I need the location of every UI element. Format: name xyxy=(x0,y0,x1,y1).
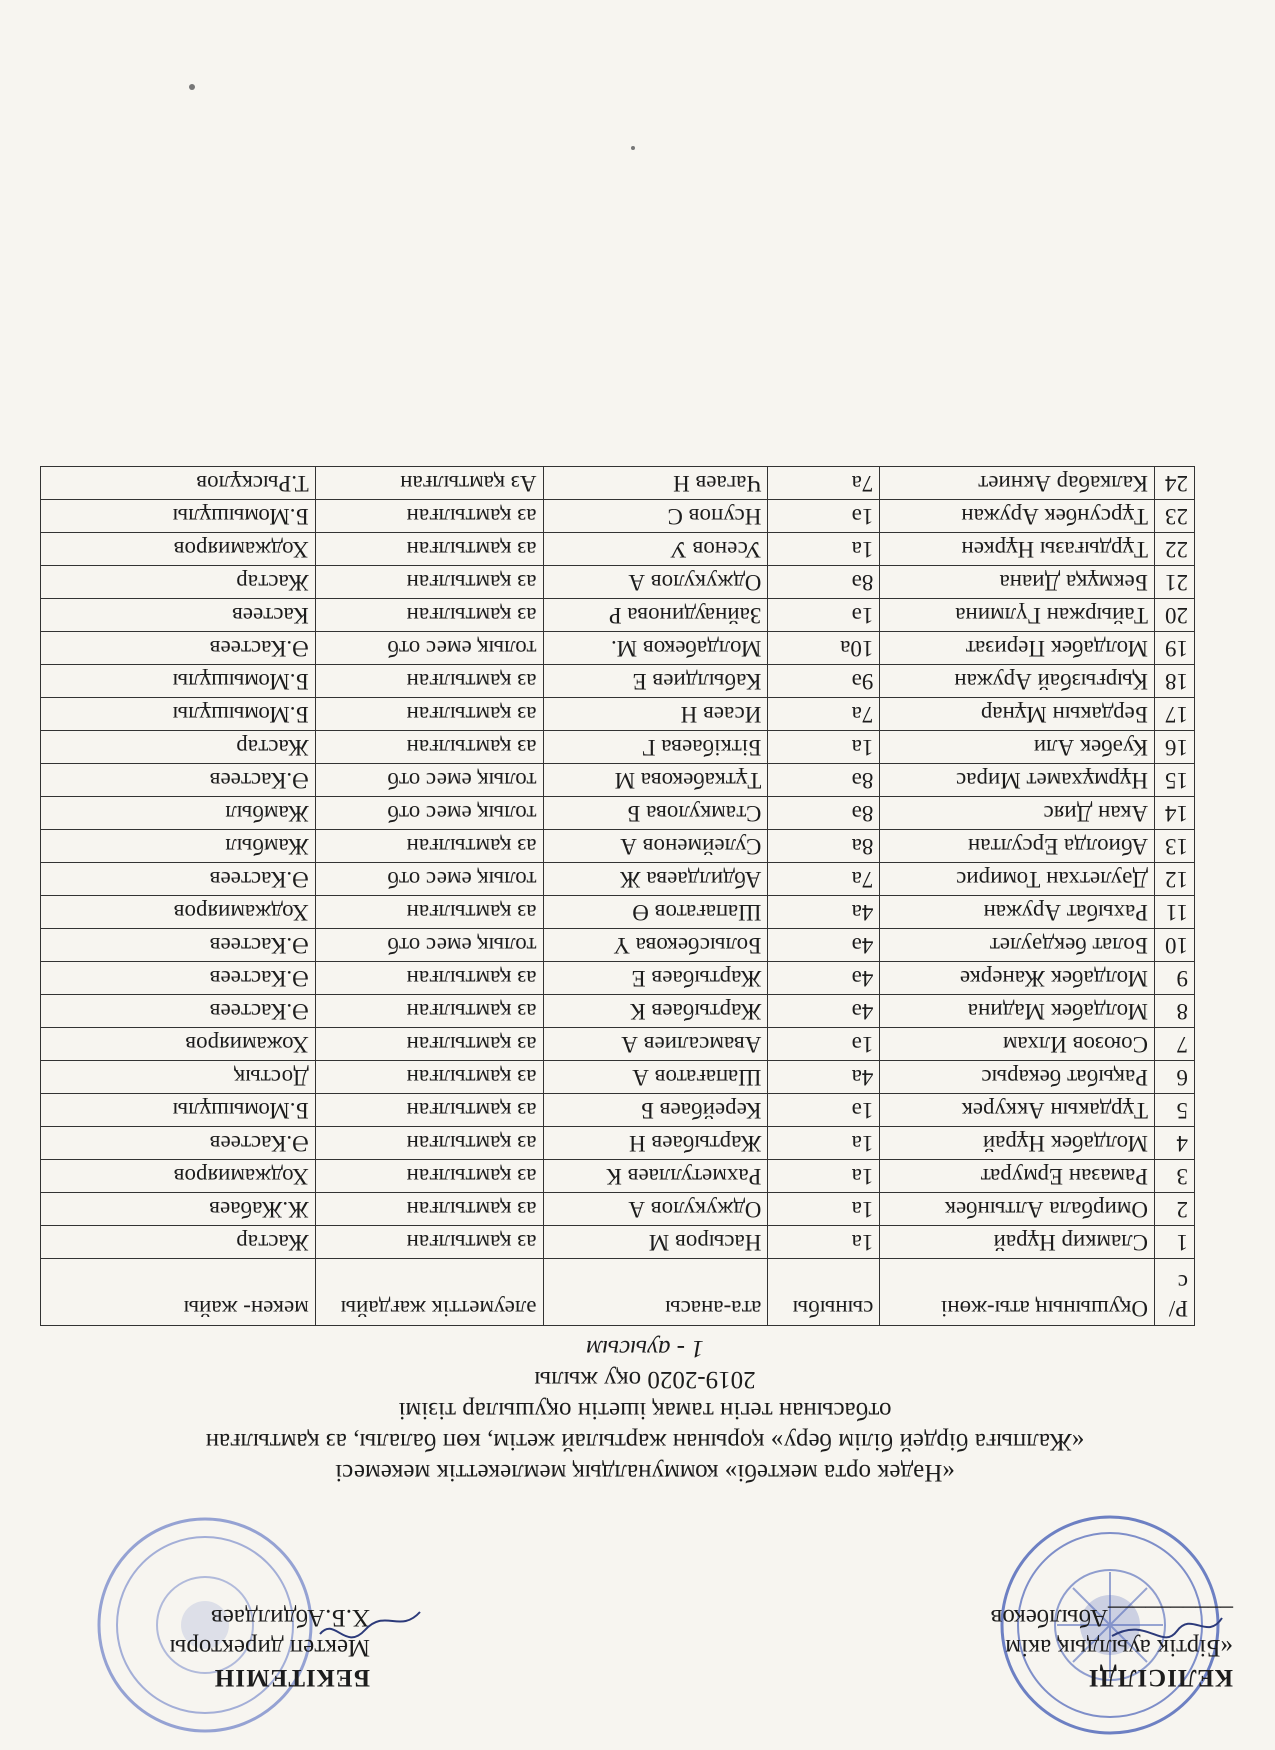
cell-student-name: Болат бекдәулет xyxy=(880,929,1155,962)
cell-number: 4 xyxy=(1155,1127,1195,1160)
table-row xyxy=(41,962,1195,995)
cell-address: Ходжамияров xyxy=(41,896,316,929)
cell-parent: Оджукулов А xyxy=(543,566,768,599)
cell-parent: Шапағатов А xyxy=(543,1061,768,1094)
cell-parent: Шапағатов Ө xyxy=(543,896,768,929)
cell-address: Ә.Кастеев xyxy=(41,632,316,665)
cell-social-status: аз қамтылған xyxy=(315,599,543,632)
cell-number: 24 xyxy=(1155,467,1195,500)
cell-parent: Нсупов С xyxy=(543,500,768,533)
cell-social-status: аз қамтылған xyxy=(315,566,543,599)
cell-social-status: аз қамтылған xyxy=(315,1193,543,1226)
cell-number: 9 xyxy=(1155,962,1195,995)
agreed-signature xyxy=(1107,1606,1227,1646)
cell-student-name: Нұрмұхамет Мирас xyxy=(880,764,1155,797)
cell-class: 1а xyxy=(768,1127,880,1160)
header-class: сыныбы xyxy=(768,1259,880,1326)
cell-student-name: Калкабар Акниет xyxy=(880,467,1155,500)
cell-parent: Рахметуллаев К xyxy=(543,1160,768,1193)
cell-address: Жамбыл xyxy=(41,797,316,830)
cell-student-name: Рақыбат бекарыс xyxy=(880,1061,1155,1094)
document-title xyxy=(105,1333,1185,1488)
table-row xyxy=(41,467,1195,500)
table-row xyxy=(41,797,1195,830)
cell-number: 12 xyxy=(1155,863,1195,896)
table-header-row xyxy=(41,1259,1195,1326)
cell-parent: Молдабеков М. xyxy=(543,632,768,665)
cell-address: Т.Рыскұлов xyxy=(41,467,316,500)
cell-class: 7а xyxy=(768,467,880,500)
cell-student-name: Тұрдакын Аккурек xyxy=(880,1094,1155,1127)
agreed-line-2: __________Абылбеков xyxy=(990,1604,1233,1631)
table-row xyxy=(41,1160,1195,1193)
cell-social-status: аз қамтылған xyxy=(315,1127,543,1160)
title-line-4: 2019-2020 оқу жылы xyxy=(534,1366,756,1393)
cell-class: 1а xyxy=(768,1226,880,1259)
header-social-status: әлеуметтік жағдайы xyxy=(315,1259,543,1326)
cell-number: 5 xyxy=(1155,1094,1195,1127)
cell-social-status: толық емес отб xyxy=(315,863,543,896)
cell-student-name: Тұрдығазы Нұркен xyxy=(880,533,1155,566)
cell-number: 16 xyxy=(1155,731,1195,764)
cell-parent: Жартыбаев Н xyxy=(543,1127,768,1160)
scan-speck xyxy=(631,146,635,150)
cell-parent: Авамсалиев А xyxy=(543,1028,768,1061)
cell-address: Ә.Кастеев xyxy=(41,995,316,1028)
title-line-1: «Нәдек орта мектебі» коммуналдық мемлекеттік мекемесі xyxy=(335,1459,955,1486)
table-row xyxy=(41,500,1195,533)
title-line-3: отбасынан тегін тамақ ішетін оқушылар тізімі xyxy=(398,1397,892,1424)
table-row xyxy=(41,896,1195,929)
students-table xyxy=(40,466,1195,1326)
table-row xyxy=(41,863,1195,896)
cell-number: 1 xyxy=(1155,1226,1195,1259)
confirm-heading: БЕКІТЕМІН xyxy=(213,1664,370,1691)
cell-address: Ә.Кастеев xyxy=(41,764,316,797)
cell-address: Достық xyxy=(41,1061,316,1094)
table-row xyxy=(41,1061,1195,1094)
cell-social-status: аз қамтылған xyxy=(315,731,543,764)
cell-social-status: аз қамтылған xyxy=(315,1226,543,1259)
cell-class: 1ә xyxy=(768,599,880,632)
cell-student-name: Қырғызбай Аружан xyxy=(880,665,1155,698)
cell-number: 13 xyxy=(1155,830,1195,863)
cell-parent: Тұткабекова М xyxy=(543,764,768,797)
table-row xyxy=(41,764,1195,797)
cell-address: Ә.Кастеев xyxy=(41,1127,316,1160)
cell-class: 1а xyxy=(768,1193,880,1226)
cell-social-status: аз қамтылған xyxy=(315,1061,543,1094)
cell-parent: Абдилдаева Ж xyxy=(543,863,768,896)
cell-number: 15 xyxy=(1155,764,1195,797)
agreed-line-1: «Біртік ауылдық акім xyxy=(1005,1634,1233,1661)
cell-address: Ж.Жабаев xyxy=(41,1193,316,1226)
table-row xyxy=(41,698,1195,731)
cell-social-status: аз қамтылған xyxy=(315,500,543,533)
cell-address: Б.Момышұлы xyxy=(41,665,316,698)
cell-social-status: толық емес отб xyxy=(315,797,543,830)
cell-student-name: Тұрсунбек Аружан xyxy=(880,500,1155,533)
cell-parent: Кабылдиев Е xyxy=(543,665,768,698)
director-signature xyxy=(315,1602,425,1642)
cell-parent: Зайнаудинова Р xyxy=(543,599,768,632)
cell-number: 8 xyxy=(1155,995,1195,1028)
cell-parent: Стамкулова Б xyxy=(543,797,768,830)
header-parent: ата-анасы xyxy=(543,1259,768,1326)
cell-class: 8ә xyxy=(768,764,880,797)
cell-number: 10 xyxy=(1155,929,1195,962)
cell-social-status: аз қамтылған xyxy=(315,533,543,566)
cell-class: 1а xyxy=(768,731,880,764)
header-address: мекен- жайы xyxy=(41,1259,316,1326)
cell-class: 10а xyxy=(768,632,880,665)
cell-parent: Жартыбаев Е xyxy=(543,962,768,995)
cell-class: 4ә xyxy=(768,962,880,995)
cell-social-status: аз қамтылған xyxy=(315,830,543,863)
cell-address: Жастар xyxy=(41,1226,316,1259)
cell-social-status: толық емес отб xyxy=(315,764,543,797)
cell-social-status: аз қамтылған xyxy=(315,1094,543,1127)
table-row xyxy=(41,995,1195,1028)
cell-address: Жамбыл xyxy=(41,830,316,863)
cell-class: 1ә xyxy=(768,500,880,533)
cell-address: Б.Момышұлы xyxy=(41,698,316,731)
cell-social-status: аз қамтылған xyxy=(315,896,543,929)
cell-social-status: аз қамтылған xyxy=(315,698,543,731)
cell-address: Жастар xyxy=(41,731,316,764)
cell-number: 22 xyxy=(1155,533,1195,566)
cell-number: 7 xyxy=(1155,1028,1195,1061)
cell-parent: Керейбаев Б xyxy=(543,1094,768,1127)
cell-social-status: Аз қамтылған xyxy=(315,467,543,500)
cell-student-name: Тайыржан Гүлмина xyxy=(880,599,1155,632)
cell-parent: Сулейменов А xyxy=(543,830,768,863)
cell-social-status: аз қамтылған xyxy=(315,995,543,1028)
cell-class: 8ә xyxy=(768,797,880,830)
table-row xyxy=(41,599,1195,632)
cell-number: 14 xyxy=(1155,797,1195,830)
cell-class: 1а xyxy=(768,533,880,566)
cell-student-name: Сламкир Нұрай xyxy=(880,1226,1155,1259)
confirm-line-1: Мектеп директоры xyxy=(169,1634,370,1661)
cell-social-status: аз қамтылған xyxy=(315,962,543,995)
cell-parent: Чагаев Н xyxy=(543,467,768,500)
cell-student-name: Куәбек Али xyxy=(880,731,1155,764)
table-row xyxy=(41,632,1195,665)
cell-student-name: Рамазан Ермурат xyxy=(880,1160,1155,1193)
cell-student-name: Акан Дияс xyxy=(880,797,1155,830)
cell-student-name: Молдабек Жанерке xyxy=(880,962,1155,995)
cell-student-name: Бекмұқа Диана xyxy=(880,566,1155,599)
cell-class: 1ә xyxy=(768,1028,880,1061)
table-row xyxy=(41,533,1195,566)
title-shift: 1 - ауысым xyxy=(586,1335,704,1362)
table-row xyxy=(41,1226,1195,1259)
cell-number: 18 xyxy=(1155,665,1195,698)
header-number: Р/с xyxy=(1155,1259,1195,1326)
cell-class: 4ә xyxy=(768,929,880,962)
table-row xyxy=(41,731,1195,764)
cell-social-status: аз қамтылған xyxy=(315,1160,543,1193)
cell-parent: Усенов У xyxy=(543,533,768,566)
cell-number: 20 xyxy=(1155,599,1195,632)
cell-student-name: Рахыбат Аружан xyxy=(880,896,1155,929)
cell-number: 3 xyxy=(1155,1160,1195,1193)
cell-number: 6 xyxy=(1155,1061,1195,1094)
cell-address: Кастеев xyxy=(41,599,316,632)
table-row xyxy=(41,830,1195,863)
cell-class: 1а xyxy=(768,1160,880,1193)
cell-social-status: аз қамтылған xyxy=(315,1028,543,1061)
cell-student-name: Омирбала Алтынбек xyxy=(880,1193,1155,1226)
cell-student-name: Дәулетхан Томирис xyxy=(880,863,1155,896)
confirm-line-2: Х.Б.Абдилдаев xyxy=(210,1604,370,1631)
table-row xyxy=(41,1028,1195,1061)
cell-number: 11 xyxy=(1155,896,1195,929)
cell-parent: Оджукулов А xyxy=(543,1193,768,1226)
cell-class: 4а xyxy=(768,1061,880,1094)
cell-social-status: толық емес отб xyxy=(315,632,543,665)
cell-social-status: толық емес отб xyxy=(315,929,543,962)
cell-address: Жастар xyxy=(41,566,316,599)
cell-number: 2 xyxy=(1155,1193,1195,1226)
cell-class: 8а xyxy=(768,830,880,863)
cell-social-status: аз қамтылған xyxy=(315,665,543,698)
cell-number: 19 xyxy=(1155,632,1195,665)
table-row xyxy=(41,665,1195,698)
cell-class: 8ә xyxy=(768,566,880,599)
table-row xyxy=(41,566,1195,599)
cell-student-name: Бердакын Мұнар xyxy=(880,698,1155,731)
cell-student-name: Молдабек Мадина xyxy=(880,995,1155,1028)
table-row xyxy=(41,929,1195,962)
cell-student-name: Молдабек Нұрай xyxy=(880,1127,1155,1160)
cell-class: 7а xyxy=(768,698,880,731)
cell-address: Хожамияров xyxy=(41,1028,316,1061)
header-student-name: Оқушының аты-жөні xyxy=(880,1259,1155,1326)
title-line-2: «Жалпыға бірдей білім беру» қорынан жартылай жетім, көп балалы, аз қамтылған xyxy=(205,1428,1085,1455)
cell-student-name: Молдабек Перизат xyxy=(880,632,1155,665)
agreed-heading: КЕЛІСІЛДІ xyxy=(1087,1664,1233,1691)
cell-address: Ә.Кастеев xyxy=(41,962,316,995)
cell-parent: Насыров М xyxy=(543,1226,768,1259)
cell-address: Ә.Кастеев xyxy=(41,929,316,962)
scan-speck xyxy=(189,84,195,90)
cell-address: Ходжамияров xyxy=(41,533,316,566)
cell-class: 1ә xyxy=(768,1094,880,1127)
cell-number: 21 xyxy=(1155,566,1195,599)
cell-parent: Біткібаева Г xyxy=(543,731,768,764)
cell-address: Ә.Кастеев xyxy=(41,863,316,896)
cell-class: 7а xyxy=(768,863,880,896)
cell-student-name: Абиолда Ерсултан xyxy=(880,830,1155,863)
table-row xyxy=(41,1193,1195,1226)
cell-class: 4а xyxy=(768,896,880,929)
cell-address: Б.Момышұлы xyxy=(41,500,316,533)
cell-class: 9ә xyxy=(768,665,880,698)
cell-address: Б.Момышұлы xyxy=(41,1094,316,1127)
cell-parent: Исаев Н xyxy=(543,698,768,731)
cell-address: Ходжамияров xyxy=(41,1160,316,1193)
cell-student-name: Союзов Илхам xyxy=(880,1028,1155,1061)
table-row xyxy=(41,1127,1195,1160)
cell-number: 17 xyxy=(1155,698,1195,731)
cell-parent: Жартыбаев К xyxy=(543,995,768,1028)
cell-parent: Болысбекова Ү xyxy=(543,929,768,962)
table-row xyxy=(41,1094,1195,1127)
cell-class: 4ә xyxy=(768,995,880,1028)
cell-number: 23 xyxy=(1155,500,1195,533)
